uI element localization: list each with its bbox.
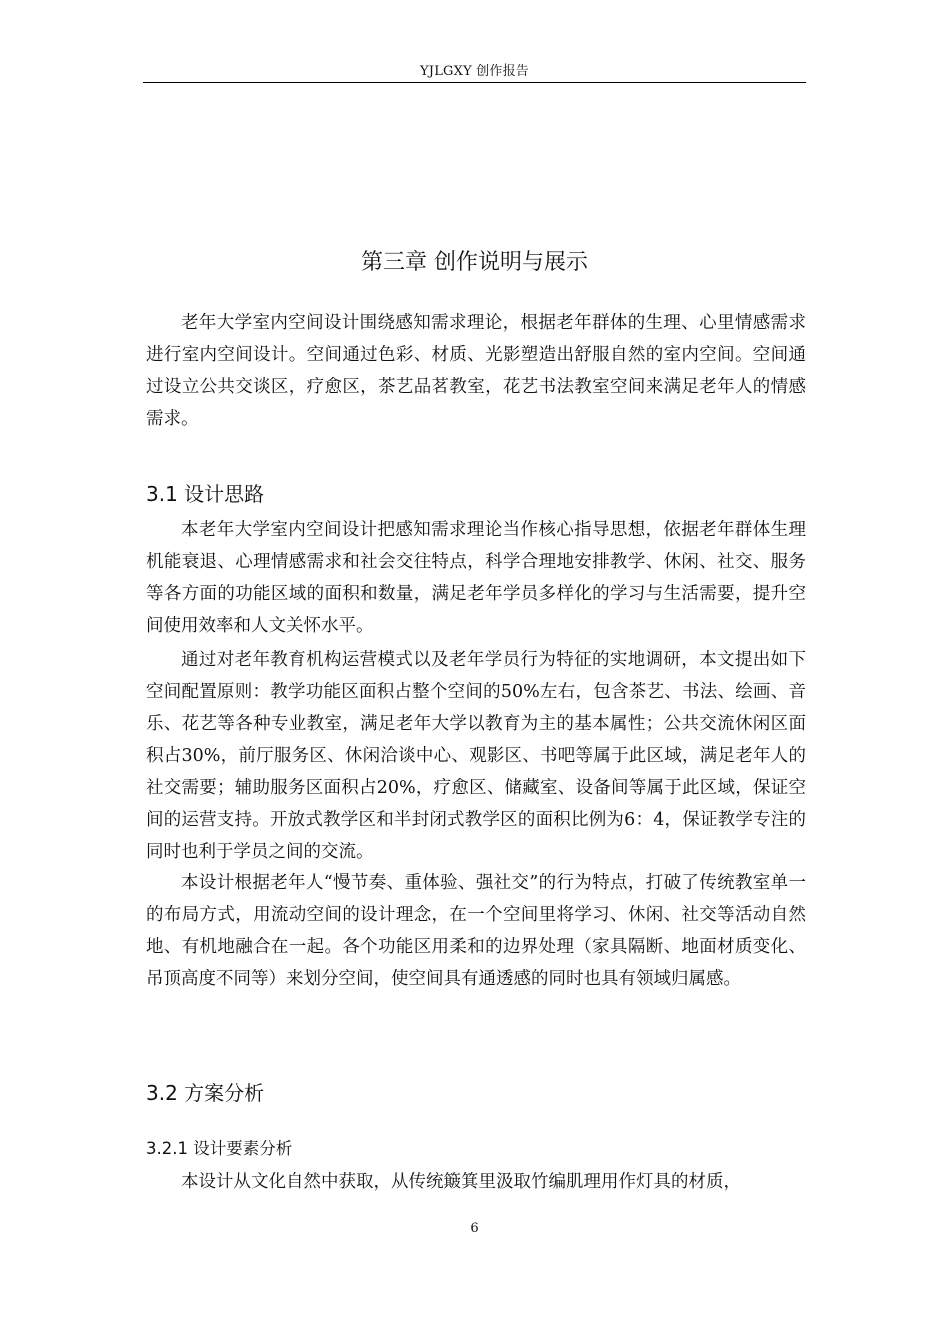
section-heading-3-1: 3.1 设计思路 [146,482,265,506]
chapter-intro-paragraph: 老年大学室内空间设计围绕感知需求理论，根据老年群体的生理、心里情感需求进行室内空间设计。空间通过色彩、材质、光影塑造出舒服自然的室内空间。空间通过设立公共交谈区，疗愈区，茶艺品茗教室，花艺书法教室空间来满足老年人的情感需求。 [146,313,806,429]
body-paragraph: 本老年大学室内空间设计把感知需求理论当作核心指导思想，依据老年群体生理机能衰退、心理情感需求和社会交往特点，科学合理地安排教学、休闲、社交、服务等各方面的功能区域的面积和数量，满足老年学员多样化的学习与生活需要，提升空间使用效率和人文关怀水平。 [146,520,806,636]
subsection-heading-3-2-1: 3.2.1 设计要素分析 [146,1139,293,1158]
running-header: YJLGXY 创作报告 [420,64,529,79]
page-number: 6 [470,1221,479,1236]
body-paragraph: 通过对老年教育机构运营模式以及老年学员行为特征的实地调研，本文提出如下空间配置原则：教学功能区面积占整个空间的50%左右，包含茶艺、书法、绘画、音乐、花艺等各种专业教室，满足老年大学以教育为主的基本属性；公共交流休闲区面积占30%，前厅服务区、休闲洽谈中心、观影区、书吧等属于此区域，满足老年人的社交需要；辅助服务区面积占20%，疗愈区、储藏室、设备间等属于此区域，保证空间的运营支持。开放式教学区和半封闭式教学区的面积比例为6：4，保证教学专注的同时也利于学员之间的交流。 [146,650,806,862]
body-paragraph: 本设计从文化自然中获取，从传统簸箕里汲取竹编肌理用作灯具的材质， [181,1172,741,1192]
section-heading-3-2: 3.2 方案分析 [146,1081,265,1105]
body-paragraph: 本设计根据老年人“慢节奏、重体验、强社交”的行为特点，打破了传统教室单一的布局方式，用流动空间的设计理念，在一个空间里将学习、休闲、社交等活动自然地、有机地融合在一起。各个功能区用柔和的边界处理（家具隔断、地面材质变化、吊顶高度不同等）来划分空间，使空间具有通透感的同时也具有领域归属感。 [146,873,806,989]
chapter-title: 第三章 创作说明与展示 [361,250,588,275]
header-divider [143,82,806,83]
